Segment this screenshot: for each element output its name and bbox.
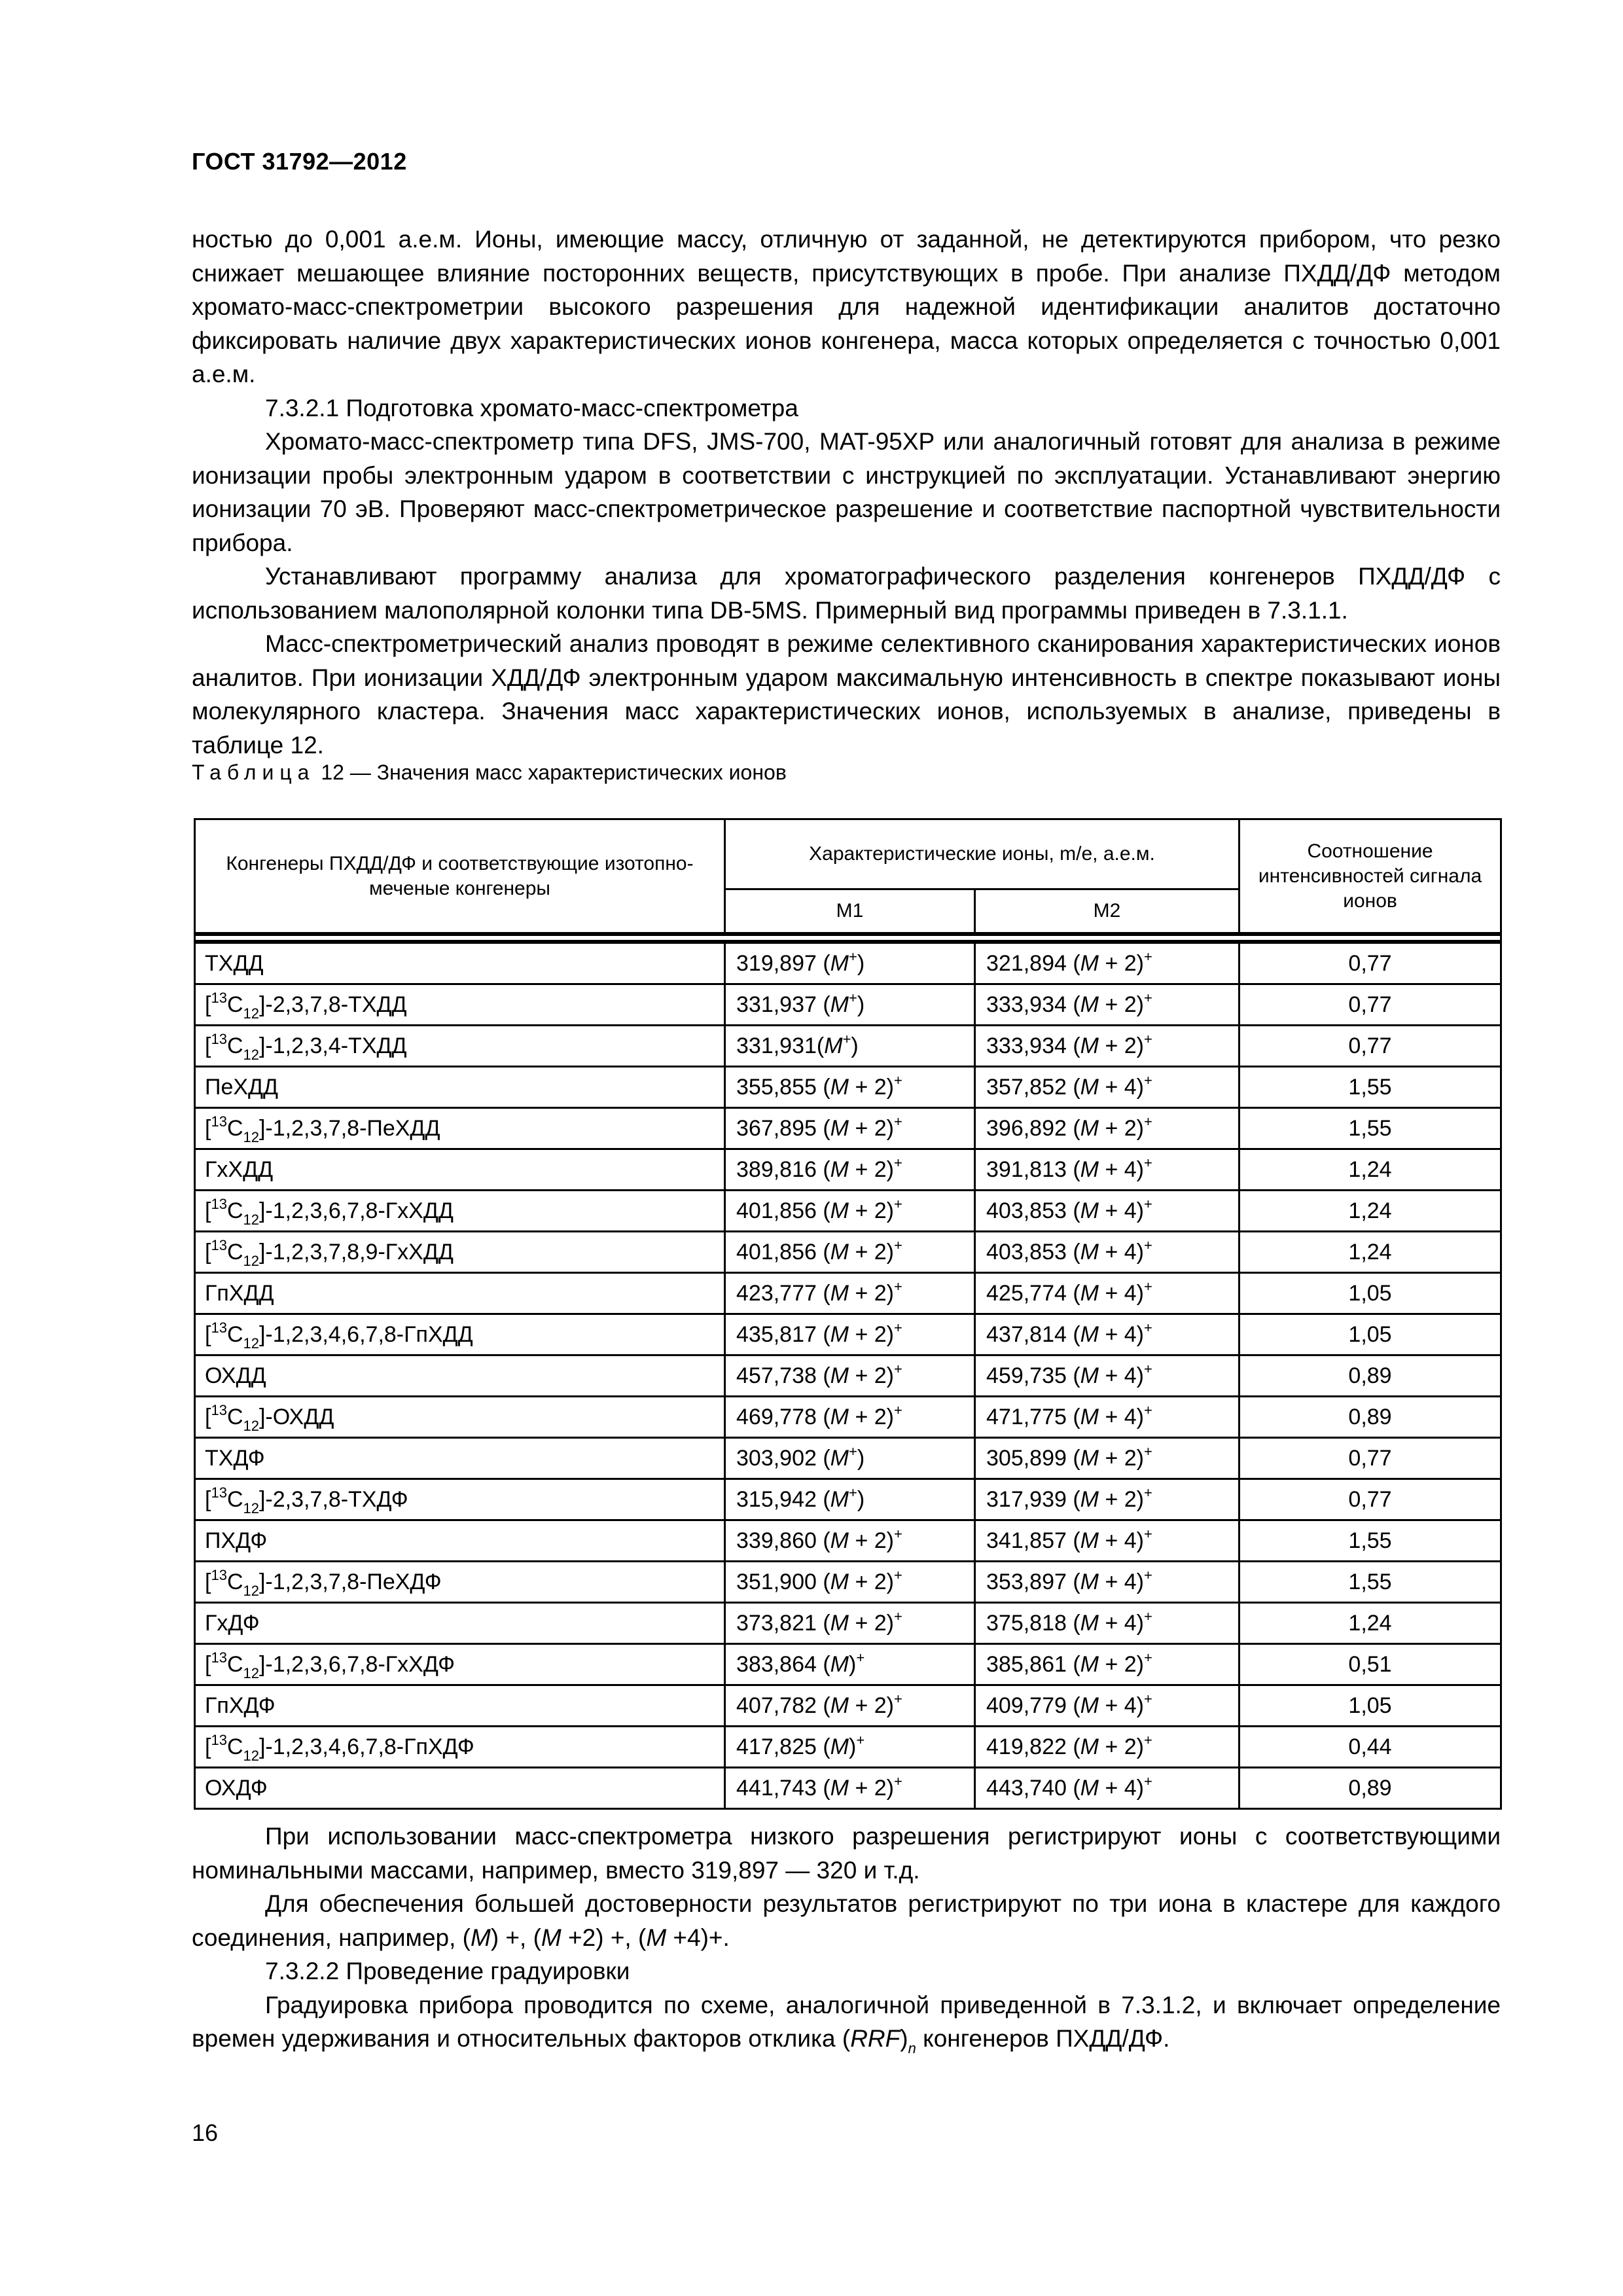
cell-m1: 319,897 (M+): [725, 942, 975, 984]
cell-m2: 391,813 (M + 4)+: [975, 1149, 1240, 1191]
table-row: [195, 1273, 1501, 1314]
cell-m2: 409,779 (M + 4)+: [975, 1685, 1240, 1727]
cell-ratio: 0,77: [1240, 984, 1501, 1026]
cell-m1: 407,782 (M + 2)+: [725, 1685, 975, 1727]
table-row: [195, 942, 1501, 984]
cell-m2: 333,934 (M + 2)+: [975, 1026, 1240, 1067]
cell-m2: 385,861 (M + 2)+: [975, 1644, 1240, 1685]
table-row: [195, 1026, 1501, 1067]
cell-ratio: 1,05: [1240, 1685, 1501, 1727]
cell-congener: ОХДД: [195, 1355, 725, 1397]
table-row: [195, 984, 1501, 1026]
ion-mass-table: [194, 818, 1502, 1810]
cell-ratio: 1,55: [1240, 1067, 1501, 1108]
paragraph-calibration: Градуировка прибора проводится по схеме, аналогичной приведенной в 7.3.1.2, и включает определение времен удерживания и относительных факторов отклика $(RRF)_n$ конгенеров ПХДД/ДФ.: [192, 1991, 1501, 2056]
cell-ratio: 0,77: [1240, 1438, 1501, 1479]
cell-ratio: 0,77: [1240, 1479, 1501, 1520]
table-caption-label: Таблица: [192, 761, 315, 784]
table-body: [195, 942, 1501, 1809]
cell-ratio: 0,89: [1240, 1768, 1501, 1809]
cell-ratio: 1,55: [1240, 1562, 1501, 1603]
section-heading-7-3-2-1: 7.3.2.1 Подготовка хромато-масс-спектрометра: [265, 394, 798, 422]
table-row: [195, 1314, 1501, 1355]
cell-ratio: 0,77: [1240, 1026, 1501, 1067]
cell-m2: 357,852 (M + 4)+: [975, 1067, 1240, 1108]
cell-ratio: 1,55: [1240, 1520, 1501, 1562]
cell-m1: 423,777 (M + 2)+: [725, 1273, 975, 1314]
cell-m2: 333,934 (M + 2)+: [975, 984, 1240, 1026]
table-row: [195, 1191, 1501, 1232]
header-congeners: Конгенеры ПХДД/ДФ и соответствующие изотопно-меченые конгенеры: [195, 819, 725, 935]
cell-congener: $[^{13}C_{12}]-1,2,3,4,6,7,8$-ГпХДД: [195, 1314, 725, 1355]
cell-m2: 425,774 (M + 4)+: [975, 1273, 1240, 1314]
paragraph-ms-analysis: Масс-спектрометрический анализ проводят в режиме селективного сканирования характеристических ионов аналитов. При ионизации ХДД/ДФ электронным ударом максимальную интенсивность в спектре показывают ионы молекулярного кластера. Значения масс характеристических ионов, используемых в анализе, приведены в таблице 12.: [192, 630, 1501, 759]
cell-ratio: 1,05: [1240, 1273, 1501, 1314]
cell-m2: 317,939 (M + 2)+: [975, 1479, 1240, 1520]
cell-congener: ГхХДД: [195, 1149, 725, 1191]
cell-congener: $[^{13}C_{12}]-1,2,3,4,6,7,8$-ГпХДФ: [195, 1727, 725, 1768]
table-row: [195, 1355, 1501, 1397]
cell-m1: 401,856 (M + 2)+: [725, 1232, 975, 1273]
cell-m1: 339,860 (M + 2)+: [725, 1520, 975, 1562]
cell-m1: 367,895 (M + 2)+: [725, 1108, 975, 1149]
cell-m1: 303,902 (M+): [725, 1438, 975, 1479]
cell-m1: 401,856 (M + 2)+: [725, 1191, 975, 1232]
table-caption: [192, 761, 787, 785]
section-heading-7-3-2-2: 7.3.2.2 Проведение градуировки: [265, 1958, 630, 1984]
cell-m1: 315,942 (M+): [725, 1479, 975, 1520]
table-row: [195, 1438, 1501, 1479]
table-row: [195, 1685, 1501, 1727]
cell-m1: 383,864 (M)+: [725, 1644, 975, 1685]
cell-m2: 353,897 (M + 4)+: [975, 1562, 1240, 1603]
cell-congener: ГпХДД: [195, 1273, 725, 1314]
page-number: 16: [192, 2119, 219, 2146]
table-caption-title: 12 — Значения масс характеристических ионов: [315, 761, 787, 784]
header-m1: М1: [725, 889, 975, 935]
table-row: [195, 1067, 1501, 1108]
cell-ratio: 0,89: [1240, 1397, 1501, 1438]
cell-congener: ПеХДД: [195, 1067, 725, 1108]
paragraph-continuation: ностью до 0,001 а.е.м. Ионы, имеющие массу, отличную от заданной, не детектируются прибором, что резко снижает мешающее влияние посторонних веществ, присутствующих в пробе. При анализе ПХДД/ДФ методом хромато-масс-спектрометрии высокого разрешения для надежной идентификации аналитов достаточно фиксировать наличие двух характеристических ионов конгенера, масса которых определяется с точностью 0,001 а.е.м.: [192, 226, 1501, 387]
cell-congener: $[^{13}C_{12}]-1,2,3,7,8$-ПеХДФ: [195, 1562, 725, 1603]
cell-m2: 403,853 (M + 4)+: [975, 1232, 1240, 1273]
paragraph-program: Устанавливают программу анализа для хроматографического разделения конгенеров ПХДД/ДФ с использованием малополярной колонки типа DB-5MS. Примерный вид программы приведен в 7.3.1.1.: [192, 563, 1501, 624]
paragraph-instrument-prep: Хромато-масс-спектрометр типа DFS, JMS-700, MAT-95XP или аналогичный готовят для анализа в режиме ионизации пробы электронным ударом в соответствии с инструкцией по эксплуатации. Устанавливают энергию ионизации 70 эВ. Проверяют масс-спектрометрическое разрешение и соответствие паспортной чувствительности прибора.: [192, 428, 1501, 556]
cell-m2: 419,822 (M + 2)+: [975, 1727, 1240, 1768]
cell-congener: $[^{13}C_{12}]-2,3,7,8$-ТХДФ: [195, 1479, 725, 1520]
cell-m2: 471,775 (M + 4)+: [975, 1397, 1240, 1438]
cell-ratio: 1,24: [1240, 1603, 1501, 1644]
cell-m2: 459,735 (M + 4)+: [975, 1355, 1240, 1397]
table-row: [195, 1562, 1501, 1603]
cell-congener: $[^{13}C_{12}]-1,2,3,7,8,9$-ГхХДД: [195, 1232, 725, 1273]
header-intensity-ratio: Соотношение интенсивностей сигнала ионов: [1240, 819, 1501, 935]
table-row: [195, 1727, 1501, 1768]
cell-m2: 305,899 (M + 2)+: [975, 1438, 1240, 1479]
table-row: [195, 1479, 1501, 1520]
cell-ratio: 0,89: [1240, 1355, 1501, 1397]
table-row: [195, 1768, 1501, 1809]
cell-congener: ГхДФ: [195, 1603, 725, 1644]
cell-ratio: 1,24: [1240, 1232, 1501, 1273]
cell-ratio: 1,05: [1240, 1314, 1501, 1355]
cell-congener: ГпХДФ: [195, 1685, 725, 1727]
cell-m1: 457,738 (M + 2)+: [725, 1355, 975, 1397]
cell-m1: 331,937 (M+): [725, 984, 975, 1026]
document-code-header: ГОСТ 31792—2012: [192, 148, 407, 175]
cell-m2: 341,857 (M + 4)+: [975, 1520, 1240, 1562]
table-row: [195, 1520, 1501, 1562]
cell-congener: $[^{13}C_{12}]-1,2,3,7,8$-ПеХДД: [195, 1108, 725, 1149]
paragraph-three-ions: Для обеспечения большей достоверности результатов регистрируют по три иона в кластере для каждого соединения, например, (M) +, (M +2) +, (M +4)+.: [192, 1890, 1501, 1951]
cell-congener: ОХДФ: [195, 1768, 725, 1809]
cell-m1: 441,743 (M + 2)+: [725, 1768, 975, 1809]
header-characteristic-ions: Характеристические ионы, m/e, а.е.м.: [725, 819, 1240, 889]
header-double-rule: [195, 934, 1501, 942]
cell-ratio: 0,44: [1240, 1727, 1501, 1768]
cell-m2: 437,814 (M + 4)+: [975, 1314, 1240, 1355]
table-row: [195, 1108, 1501, 1149]
cell-m1: 351,900 (M + 2)+: [725, 1562, 975, 1603]
cell-ratio: 1,24: [1240, 1149, 1501, 1191]
cell-m2: 396,892 (M + 2)+: [975, 1108, 1240, 1149]
table-row: [195, 1644, 1501, 1685]
paragraph-low-resolution: При использовании масс-спектрометра низкого разрешения регистрируют ионы с соответствующими номинальными массами, например, вместо 319,897 — 320 и т.д.: [192, 1823, 1501, 1884]
cell-congener: $[^{13}C_{12}]-1,2,3,6,7,8$-ГхХДФ: [195, 1644, 725, 1685]
table-row: [195, 1603, 1501, 1644]
cell-congener: $[^{13}C_{12}]-1,2,3,6,7,8$-ГхХДД: [195, 1191, 725, 1232]
text-block-bottom: [192, 1820, 1501, 2056]
table-row: [195, 1397, 1501, 1438]
cell-ratio: 0,51: [1240, 1644, 1501, 1685]
cell-congener: ТХДД: [195, 942, 725, 984]
cell-m2: 321,894 (M + 2)+: [975, 942, 1240, 984]
cell-congener: ПХДФ: [195, 1520, 725, 1562]
cell-ratio: 1,24: [1240, 1191, 1501, 1232]
cell-congener: $[^{13}C_{12}]-2,3,7,8$-ТХДД: [195, 984, 725, 1026]
cell-m2: 375,818 (M + 4)+: [975, 1603, 1240, 1644]
cell-m1: 355,855 (M + 2)+: [725, 1067, 975, 1108]
cell-congener: ТХДФ: [195, 1438, 725, 1479]
cell-congener: $[^{13}C_{12}]-1,2,3,4$-ТХДД: [195, 1026, 725, 1067]
header-m2: М2: [975, 889, 1240, 935]
cell-ratio: 1,55: [1240, 1108, 1501, 1149]
text-block-top: [192, 223, 1501, 762]
cell-m1: 469,778 (M + 2)+: [725, 1397, 975, 1438]
cell-m1: 331,931(M+): [725, 1026, 975, 1067]
cell-m2: 443,740 (M + 4)+: [975, 1768, 1240, 1809]
cell-m1: 417,825 (M)+: [725, 1727, 975, 1768]
cell-m1: 373,821 (M + 2)+: [725, 1603, 975, 1644]
cell-m1: 435,817 (M + 2)+: [725, 1314, 975, 1355]
table-row: [195, 1149, 1501, 1191]
cell-ratio: 0,77: [1240, 942, 1501, 984]
cell-m1: 389,816 (M + 2)+: [725, 1149, 975, 1191]
cell-m2: 403,853 (M + 4)+: [975, 1191, 1240, 1232]
table-row: [195, 1232, 1501, 1273]
cell-congener: $[^{13}C_{12}]$-ОХДД: [195, 1397, 725, 1438]
